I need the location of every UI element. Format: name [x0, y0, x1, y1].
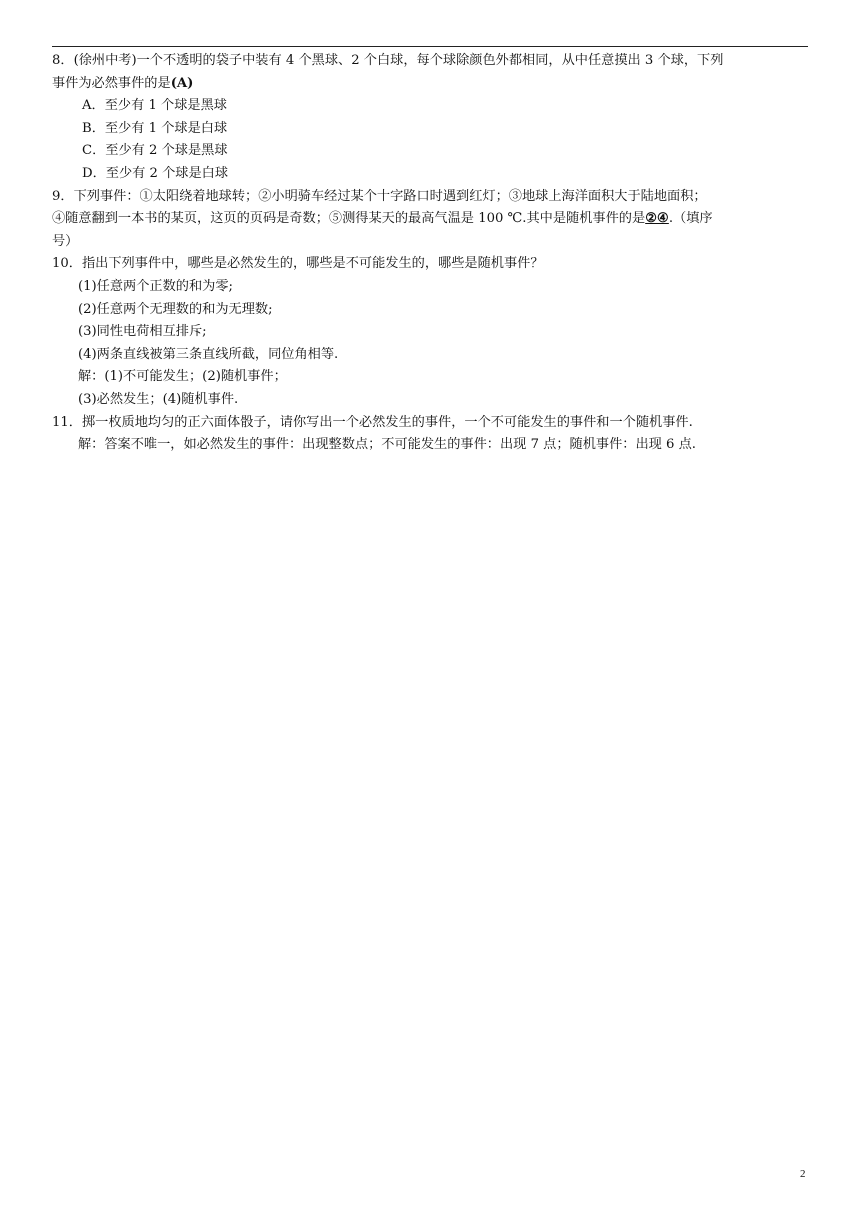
q8-option-a: A．至少有 1 个球是黑球	[82, 98, 227, 114]
question-11	[52, 412, 812, 457]
q8-stem-line1: 8．(徐州中考)一个不透明的袋子中装有 4 个黑球、2 个白球，每个球除颜色外都相同，从中任意摸出 3 个球，下列	[52, 53, 724, 68]
content-body	[52, 50, 812, 457]
q10-stem: 10．指出下列事件中，哪些是必然发生的，哪些是不可能发生的，哪些是随机事件？	[52, 256, 544, 272]
q11-stem: 11．掷一枚质地均匀的正六面体骰子，请你写出一个必然发生的事件，一个不可能发生的事件和一个随机事件.	[52, 414, 693, 430]
q9-stem-pre: ④随意翻到一本书的某页，这页的页码是奇数；⑤测得某天的最高气温是 100 ℃.其中是随机事件的是	[52, 211, 646, 227]
q10-item-3: (3)同性电荷相互排斥;	[78, 324, 207, 340]
page-number: 2	[800, 1168, 806, 1180]
question-8	[52, 50, 812, 186]
q8-stem-text: 事件为必然事件的是	[52, 75, 171, 91]
q10-item-2: (2)任意两个无理数的和为无理数;	[78, 301, 273, 317]
q9-stem-line1: 9．下列事件：①太阳绕着地球转；②小明骑车经过某个十字路口时遇到红灯；③地球上海洋面积大于陆地面积；	[52, 188, 707, 204]
q10-item-4: (4)两条直线被第三条直线所截，同位角相等.	[78, 346, 339, 362]
q10-solution-line1: 解：(1)不可能发生；(2)随机事件；	[78, 369, 287, 385]
q11-solution: 解：答案不唯一，如必然发生的事件：出现整数点；不可能发生的事件：出现 7 点；随机事件：出现 6 点.	[78, 437, 696, 453]
question-9	[52, 186, 812, 254]
q9-stem-post: .（填序	[668, 211, 713, 227]
q9-answer: ②④	[645, 211, 669, 227]
q8-option-d: D．至少有 2 个球是白球	[82, 165, 229, 181]
q9-stem-line2	[52, 208, 812, 231]
q8-option-b: B．至少有 1 个球是白球	[82, 120, 228, 136]
question-10	[52, 253, 812, 411]
q10-item-1: (1)任意两个正数的和为零;	[78, 278, 233, 294]
q8-stem-line2	[52, 73, 812, 96]
q9-stem-line3: 号）	[52, 233, 79, 249]
header-rule	[52, 46, 808, 47]
q8-answer: (A)	[170, 75, 194, 91]
q8-option-c: C．至少有 2 个球是黑球	[82, 143, 228, 159]
q10-solution-line2: (3)必然发生；(4)随机事件.	[78, 391, 239, 407]
